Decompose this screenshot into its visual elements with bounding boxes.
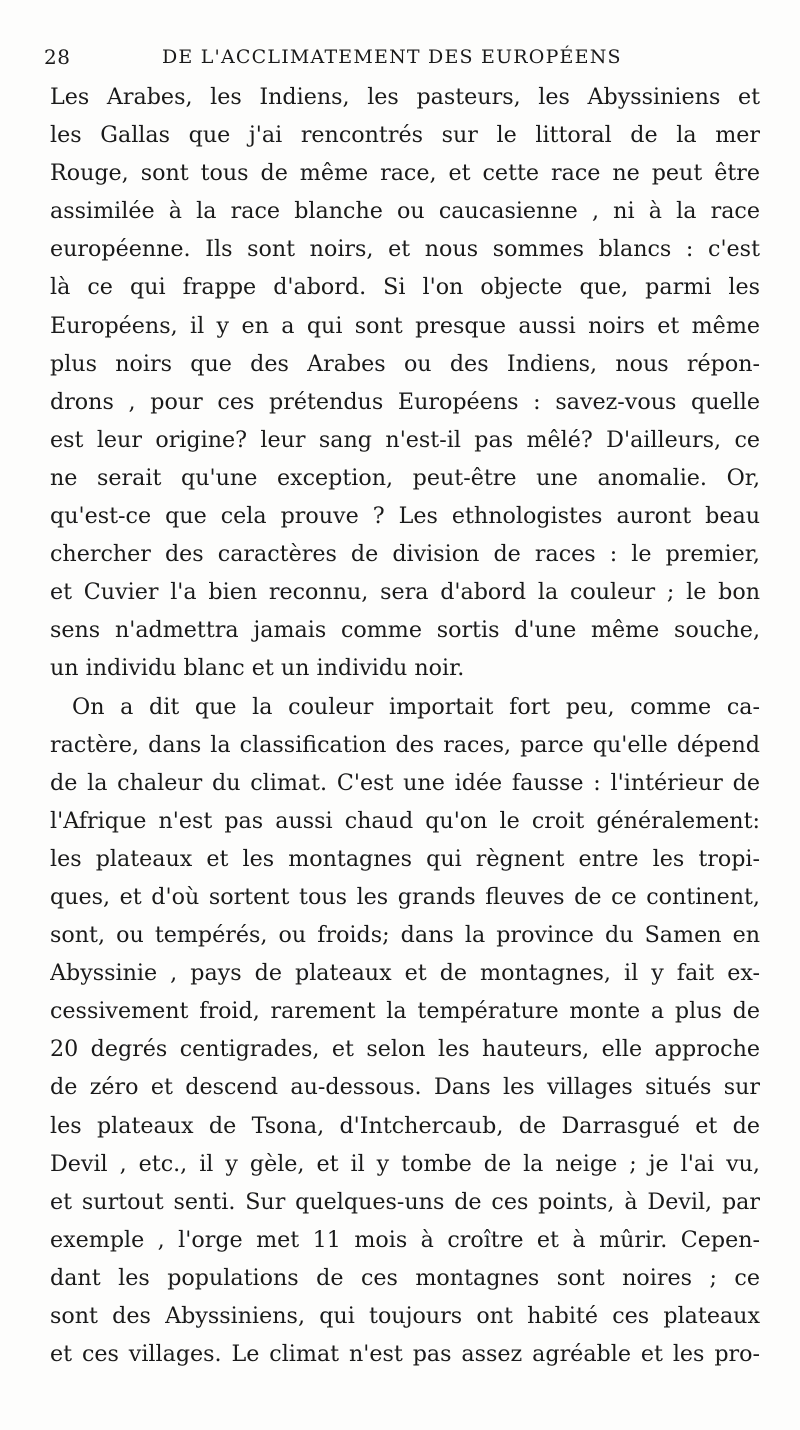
text-line: ques, et d'où sortent tous les grands fleuves de ce continent, — [50, 883, 760, 910]
text-line: un individu blanc et un individu noir. — [50, 655, 465, 682]
text-line: ne serait qu'une exception, peut-être une anomalie. Or, — [50, 464, 760, 491]
running-title: DE L'ACCLIMATEMENT DES EUROPÉENS — [162, 46, 622, 68]
text-line: dant les populations de ces montagnes sont noires ; ce — [50, 1264, 760, 1291]
text-line: cessivement froid, rarement la température monte a plus de — [50, 998, 760, 1025]
text-line: européenne. Ils sont noirs, et nous sommes blancs : c'est — [50, 236, 760, 263]
text-line: Abyssinie , pays de plateaux et de montagnes, il y fait ex- — [50, 960, 760, 987]
text-line: drons , pour ces prétendus Européens : savez-vous quelle — [50, 388, 760, 415]
text-line: et surtout senti. Sur quelques-uns de ces points, à Devil, par — [50, 1188, 760, 1215]
text-line: chercher des caractères de division de races : le premier, — [50, 541, 760, 568]
text-line: qu'est-ce que cela prouve ? Les ethnologistes auront beau — [50, 503, 760, 530]
text-line: assimilée à la race blanche ou caucasienne , ni à la race — [50, 198, 760, 225]
text-line: les plateaux et les montagnes qui règnent entre les tropi- — [50, 845, 760, 872]
text-line: de zéro et descend au-dessous. Dans les villages situés sur — [50, 1074, 760, 1101]
text-line: les plateaux de Tsona, d'Intchercaub, de Darrasgué et de — [50, 1112, 760, 1139]
text-line: Rouge, sont tous de même race, et cette race ne peut être — [50, 160, 760, 187]
text-line: là ce qui frappe d'abord. Si l'on objecte que, parmi les — [50, 274, 760, 301]
text-line: sens n'admettra jamais comme sortis d'une même souche, — [50, 617, 760, 644]
text-line: sont des Abyssiniens, qui toujours ont habité ces plateaux — [50, 1303, 760, 1329]
text-line: les Gallas que j'ai rencontrés sur le littoral de la mer — [50, 122, 760, 149]
text-line: et Cuvier l'a bien reconnu, sera d'abord la couleur ; le bon — [50, 579, 760, 606]
running-head — [44, 42, 764, 72]
text-line: On a dit que la couleur importait fort peu, comme ca- — [72, 693, 760, 720]
text-line: sont, ou tempérés, ou froids; dans la province du Samen en — [50, 922, 760, 949]
text-line: et ces villages. Le climat n'est pas assez agréable et les pro- — [50, 1341, 760, 1368]
body-text — [50, 78, 760, 1373]
text-line: exemple , l'orge met 11 mois à croître et à mûrir. Cepen- — [50, 1226, 760, 1253]
page-number: 28 — [44, 45, 71, 69]
text-line: Européens, il y en a qui sont presque aussi noirs et même — [50, 312, 760, 339]
text-line: l'Afrique n'est pas aussi chaud qu'on le croit généralement: — [50, 807, 760, 834]
text-line: Devil , etc., il y gèle, et il y tombe de la neige ; je l'ai vu, — [50, 1150, 760, 1177]
text-line: de la chaleur du climat. C'est une idée fausse : l'intérieur de — [50, 769, 760, 796]
text-line: Les Arabes, les Indiens, les pasteurs, les Abyssiniens et — [50, 84, 760, 110]
text-line: est leur origine? leur sang n'est-il pas mêlé? D'ailleurs, ce — [50, 426, 760, 453]
text-line: plus noirs que des Arabes ou des Indiens, nous répon- — [50, 350, 760, 377]
text-line: ractère, dans la classification des races, parce qu'elle dépend — [50, 731, 760, 758]
text-line: 20 degrés centigrades, et selon les hauteurs, elle approche — [50, 1036, 760, 1063]
